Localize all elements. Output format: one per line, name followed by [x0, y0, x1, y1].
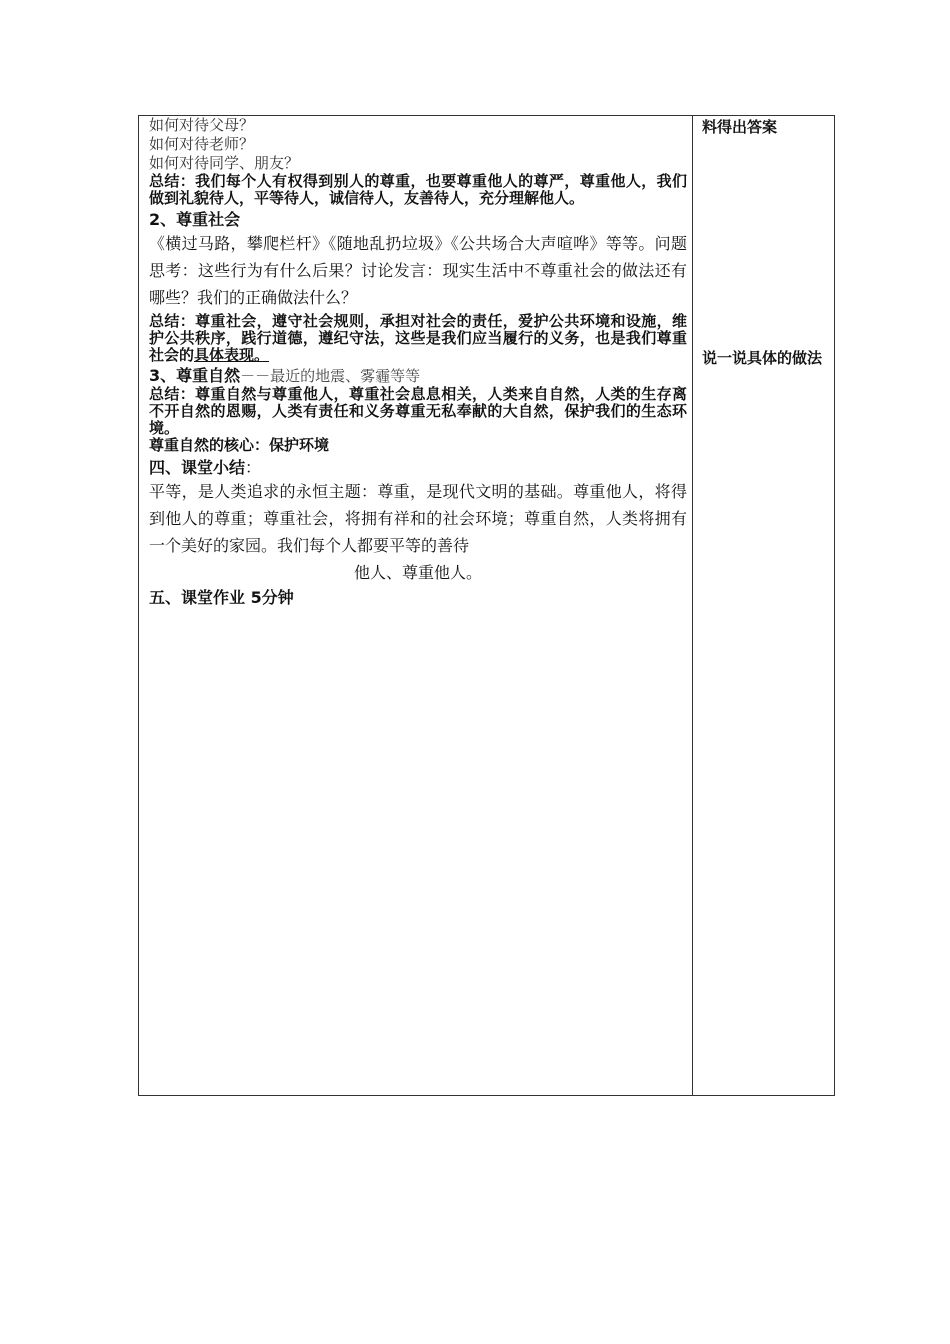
heading-class-summary: 四、课堂小结： [149, 458, 262, 477]
paragraph-class-summary-end: 他人、尊重他人。 [353, 563, 482, 582]
lesson-content-cell [149, 116, 687, 608]
paragraph-society-discussion: 《横过马路，攀爬栏杆》《随地乱扔垃圾》《公共场合大声喧哗》等等。问题思考：这些行为有什么后果？讨论发言：现实生活中不尊重社会的做法还有哪些？我们的正确做法什么？ [149, 234, 687, 307]
question-teachers: 如何对待老师？ [149, 135, 255, 153]
column-divider [692, 116, 693, 1095]
question-friends: 如何对待同学、朋友？ [149, 154, 300, 172]
paragraph-class-summary: 平等，是人类追求的永恒主题：尊重，是现代文明的基础。尊重他人，将得到他人的尊重；尊重社会，将拥有祥和的社会环境；尊重自然，人类将拥有一个美好的家园。我们每个人都要平等的善待 [149, 482, 687, 555]
heading-homework: 五、课堂作业 5分钟 [149, 588, 294, 607]
summary-respect-others: 总结：我们每个人有权得到别人的尊重，也要尊重他人的尊严，尊重他人，我们做到礼貌待人，平等待人，诚信待人，友善待人，充分理解他人。 [149, 172, 687, 207]
activity-cell [702, 116, 828, 367]
lesson-table [138, 115, 835, 1096]
activity-note-answer: 料得出答案 [702, 118, 778, 136]
summary-respect-nature: 总结：尊重自然与尊重他人，尊重社会息息相关，人类来自自然，人类的生存离不开自然的恩赐，人类有责任和义务尊重无私奉献的大自然，保护我们的生态环境。 [149, 385, 687, 437]
summary-respect-society: 总结：尊重社会，遵守社会规则，承担对社会的责任，爱护公共环境和设施，维护公共秩序，践行道德，遵纪守法，这些是我们应当履行的义务，也是我们尊重社会的具体表现。 [149, 312, 687, 364]
activity-note-practice: 说一说具体的做法 [702, 349, 823, 367]
heading-respect-nature: 3、尊重自然－－最近的地震、雾霾等等 [149, 366, 421, 385]
nature-core: 尊重自然的核心：保护环境 [149, 436, 330, 454]
question-parents: 如何对待父母？ [149, 116, 255, 134]
heading-respect-society: 2、尊重社会 [149, 210, 241, 229]
